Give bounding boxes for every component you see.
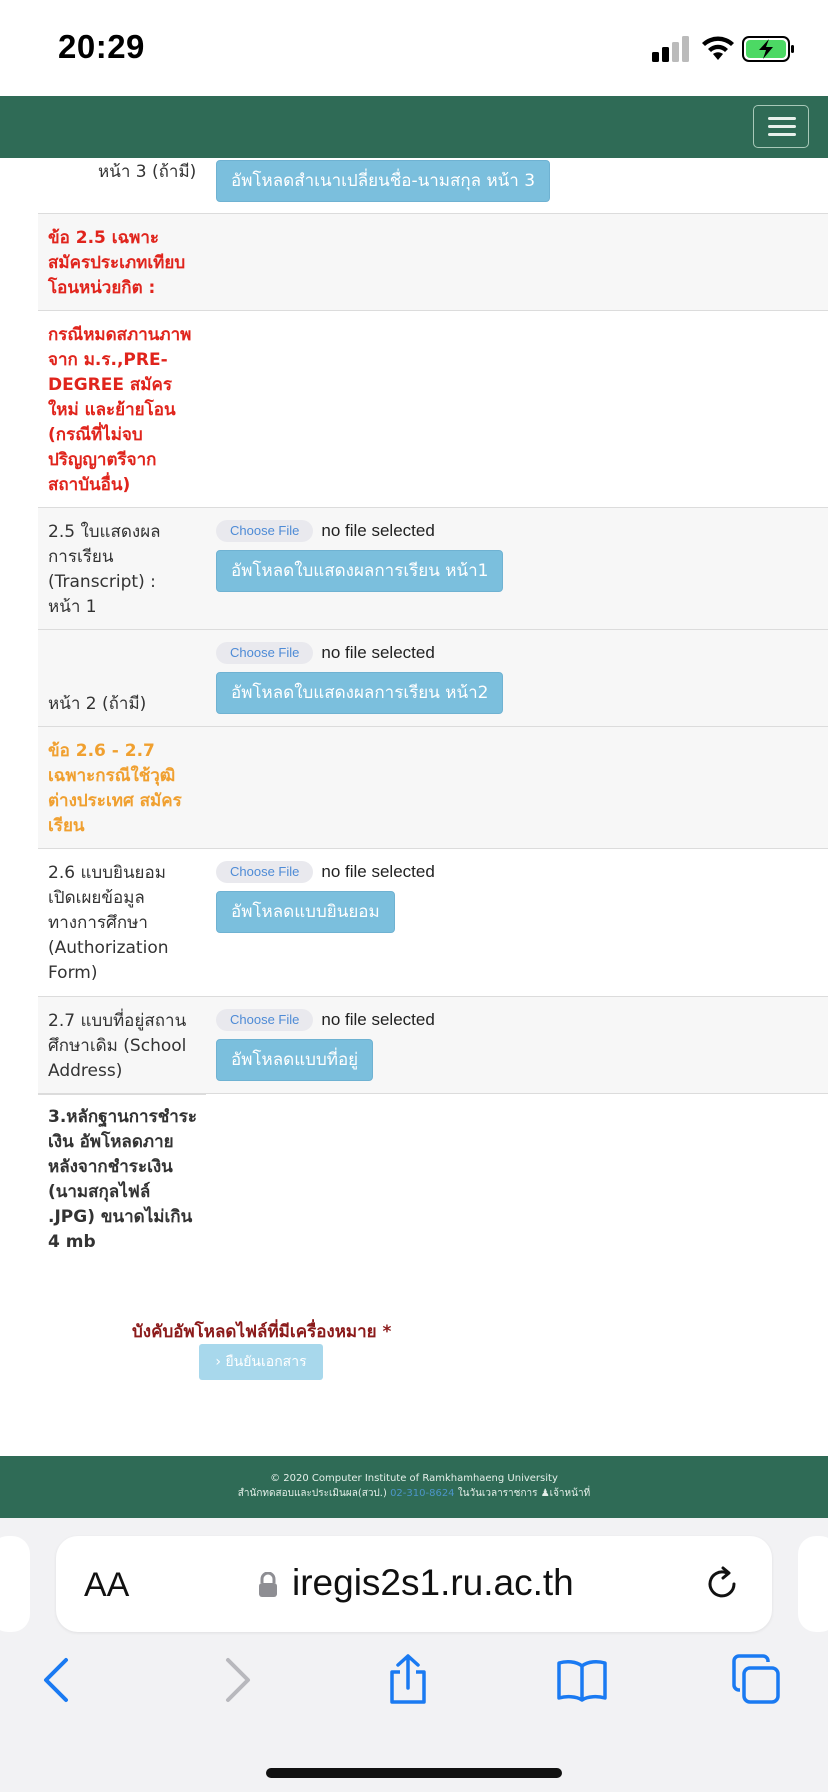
back-icon[interactable] — [32, 1654, 84, 1706]
upload-form — [0, 158, 828, 1456]
row-page3 — [38, 158, 828, 214]
page3-label: หน้า 3 (ถ้ามี) — [98, 162, 197, 182]
upload-authorization-button[interactable]: อัพโหลดแบบยินยอม — [216, 891, 395, 933]
file-input[interactable] — [216, 859, 435, 885]
section-2-5-title: ข้อ 2.5 เฉพาะสมัครประเภทเทียบโอนหน่วยกิต : — [48, 228, 186, 298]
upload-transcript-page1-button[interactable]: อัพโหลดใบแสดงผลการเรียน หน้า1 — [216, 550, 503, 592]
school-address-label: 2.7 แบบที่อยู่สถานศึกษาเดิม (School Address) — [48, 1011, 187, 1081]
upload-school-address-button[interactable]: อัพโหลดแบบที่อยู่ — [216, 1039, 373, 1081]
section-2-5-header — [38, 214, 828, 311]
url-text: iregis2s1.ru.ac.th — [292, 1562, 574, 1603]
previous-tab-preview[interactable] — [0, 1536, 30, 1632]
section-2-6-header — [38, 727, 828, 849]
footer-copyright: © 2020 Computer Institute of Ramkhamhaeng University — [270, 1473, 558, 1484]
authorization-form-label: 2.6 แบบยินยอมเปิดเผยข้อมูลทางการศึกษา (Authorization Form) — [48, 863, 169, 983]
section-2-6-title: ข้อ 2.6 - 2.7 เฉพาะกรณีใช้วุฒิต่างประเทศ สมัครเรียน — [48, 741, 182, 836]
wifi-icon — [700, 34, 736, 62]
section-2-5-note-row — [38, 311, 828, 508]
file-input[interactable] — [216, 518, 503, 544]
footer-office: สำนักทดสอบและประเมินผล(สวป.) — [237, 1488, 387, 1499]
footer-phone-link[interactable]: 02-310-8624 — [390, 1488, 455, 1499]
hamburger-menu-icon[interactable] — [753, 105, 809, 148]
site-footer — [0, 1456, 828, 1518]
site-navbar — [0, 96, 828, 158]
choose-file-button[interactable]: Choose File — [216, 861, 313, 883]
home-indicator — [266, 1768, 562, 1778]
file-status: no file selected — [321, 521, 435, 540]
next-tab-preview[interactable] — [798, 1536, 828, 1632]
choose-file-button[interactable]: Choose File — [216, 642, 313, 664]
transcript-page1-label: 2.5 ใบแสดงผลการเรียน (Transcript) : หน้า 1 — [48, 522, 161, 617]
signal-icon — [652, 36, 696, 62]
file-status: no file selected — [321, 1010, 435, 1029]
file-input[interactable] — [216, 1007, 435, 1033]
choose-file-button[interactable]: Choose File — [216, 1009, 313, 1031]
share-icon[interactable] — [382, 1654, 434, 1706]
status-bar — [0, 0, 828, 96]
footer-contact — [0, 1486, 828, 1501]
required-files-note: บังคับอัพโหลดไฟล์ที่มีเครื่องหมาย * — [132, 1322, 392, 1342]
row-payment-proof — [38, 1094, 206, 1254]
file-status: no file selected — [321, 862, 435, 881]
upload-name-change-page3-button[interactable]: อัพโหลดสำเนาเปลี่ยนชื่อ-นามสกุล หน้า 3 — [216, 160, 550, 202]
footer-hours: ในวันเวลาราชการ — [457, 1488, 538, 1499]
reader-settings-button[interactable] — [84, 1566, 129, 1605]
lock-icon — [258, 1572, 278, 1598]
confirm-documents-button[interactable] — [199, 1344, 323, 1380]
choose-file-button[interactable]: Choose File — [216, 520, 313, 542]
payment-proof-label: 3.หลักฐานการชำระเงิน อัพโหลดภายหลังจากชำระเงิน (นามสกุลไฟล์ .JPG) ขนาดไม่เกิน 4 mb — [48, 1107, 198, 1252]
address-bar[interactable] — [56, 1536, 772, 1632]
bookmarks-icon[interactable] — [556, 1654, 608, 1706]
chevron-right-icon: › — [215, 1354, 221, 1370]
reader-settings-label: AA — [84, 1566, 130, 1604]
file-input[interactable] — [216, 640, 503, 666]
footer-staff: เจ้าหน้าที่ — [549, 1488, 591, 1499]
reload-icon[interactable] — [704, 1566, 740, 1602]
tabs-icon[interactable] — [730, 1654, 782, 1706]
battery-charging-icon — [742, 36, 796, 62]
row-authorization-form — [38, 849, 828, 997]
forward-icon[interactable] — [210, 1654, 262, 1706]
staff-icon: ♟ — [540, 1488, 550, 1499]
file-status: no file selected — [321, 643, 435, 662]
row-transcript-page1 — [38, 508, 828, 630]
status-time: 20:29 — [58, 28, 145, 65]
transcript-page2-label: หน้า 2 (ถ้ามี) — [48, 694, 147, 714]
browser-chrome — [0, 1518, 828, 1792]
row-school-address — [38, 997, 828, 1094]
confirm-documents-label: ยืนยันเอกสาร — [225, 1354, 307, 1370]
section-2-5-note: กรณีหมดสภานภาพจาก ม.ร.,PRE-DEGREE สมัครใหม่ และย้ายโอน (กรณีที่ไม่จบปริญญาตรีจากสถาบันอื่น) — [48, 325, 192, 495]
upload-transcript-page2-button[interactable]: อัพโหลดใบแสดงผลการเรียน หน้า2 — [216, 672, 503, 714]
row-transcript-page2 — [38, 630, 828, 727]
